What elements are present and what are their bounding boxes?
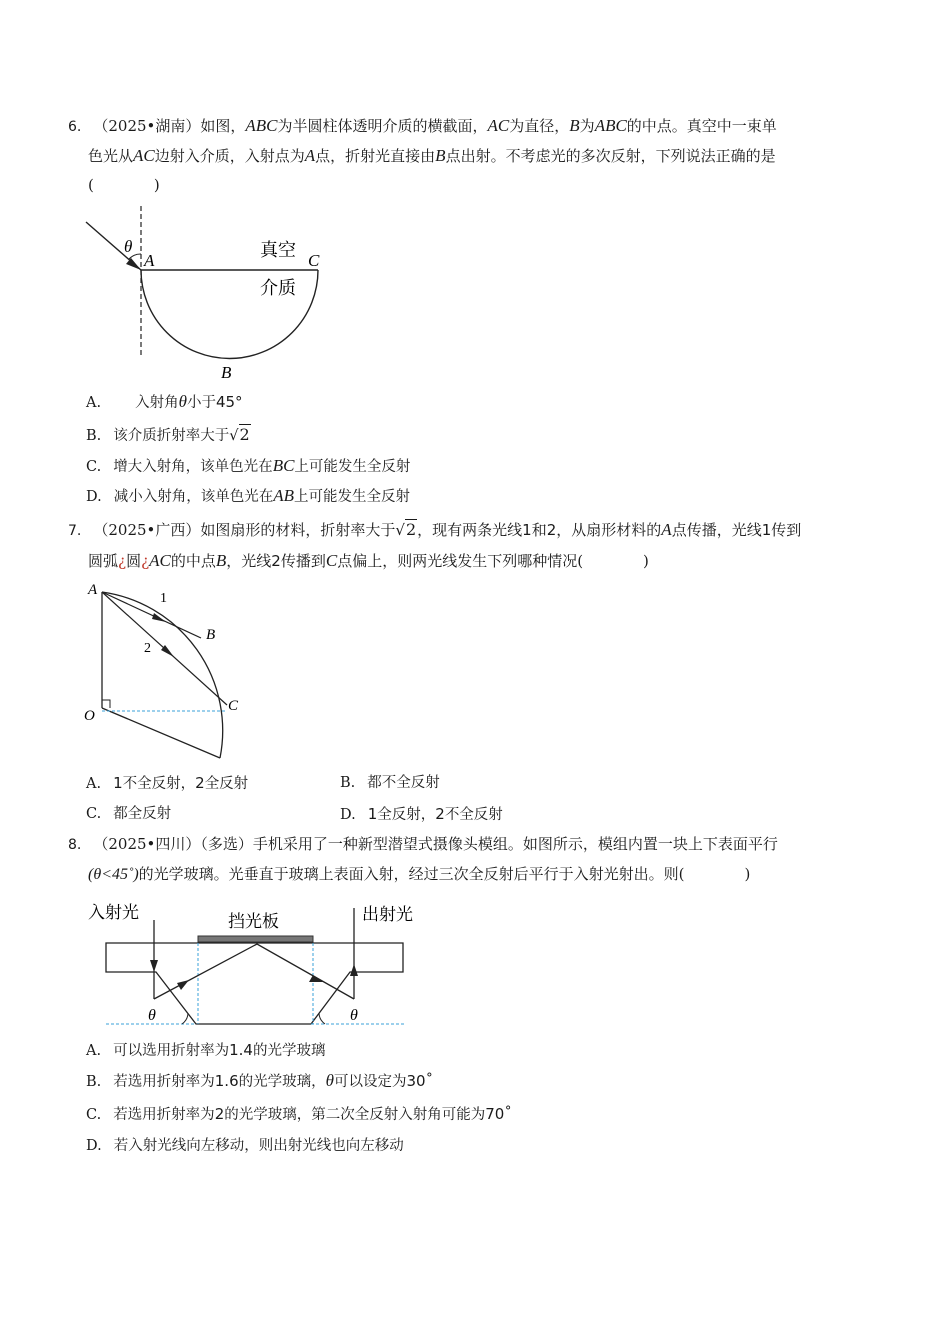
option-text: 全反射 — [204, 776, 249, 792]
q6-text: 点，折射光直接由 — [315, 147, 436, 165]
q7-var: C — [325, 551, 338, 570]
option-text: 减小入射角，该单色光在 — [113, 489, 274, 505]
option-text: 若选用折射率为 — [113, 1074, 215, 1090]
q7-text: 点传播，光线 — [671, 521, 762, 539]
q8-number: 8. — [68, 837, 82, 853]
q6-var: AC — [487, 116, 510, 135]
option-label: B. — [340, 775, 356, 791]
q6-option-d[interactable] — [86, 486, 410, 507]
option-text: 上可能发生全反射 — [294, 489, 410, 505]
q8-option-d[interactable] — [86, 1136, 404, 1156]
option-label: B. — [86, 428, 102, 444]
option-value: 2 — [214, 1105, 225, 1123]
option-text: 上可能发生全反射 — [294, 459, 411, 475]
q7-num: 1 — [761, 521, 772, 539]
theta-arc-left — [182, 1013, 188, 1024]
option-num: 1 — [367, 805, 378, 823]
q6-number: 6. — [68, 119, 82, 135]
q6-var: AC — [133, 146, 155, 165]
q7-source: （2025•广西） — [93, 521, 201, 539]
option-label: D. — [86, 489, 102, 505]
option-text: 都全反射 — [113, 806, 172, 822]
option-value: 1.6 — [214, 1072, 239, 1090]
q6-text: 为直径， — [509, 117, 570, 135]
q6-answer-paren: ( ) — [88, 176, 160, 194]
reflected-path-arrow-left — [177, 980, 189, 990]
option-var: BC — [272, 456, 295, 475]
theta-label-right: θ — [350, 1007, 358, 1024]
option-text: 不全反射， — [122, 776, 196, 792]
ray-2-label: 2 — [144, 641, 151, 656]
option-label: A. — [86, 395, 102, 411]
option-label: B. — [86, 1074, 102, 1090]
q6-text: 为半圆柱体透明介质的横截面， — [277, 117, 488, 135]
q7-text: ，光线 — [226, 552, 272, 570]
q7-var: AC — [149, 551, 171, 570]
q6-text: 点出射。不考虑光的多次反射，下列说法正确的是 — [445, 147, 776, 165]
q6-var: B — [569, 116, 580, 135]
point-c-label: C — [228, 698, 239, 714]
q8-condition: (θ<45˚) — [88, 866, 139, 883]
q7-num: 1 — [522, 521, 532, 539]
option-text: 可以选用折射率为 — [113, 1043, 230, 1059]
option-text: 都不全反射 — [367, 775, 440, 791]
option-value: 45° — [215, 393, 243, 411]
option-text: 若选用折射率为 — [113, 1107, 215, 1123]
option-text: 全反射， — [377, 807, 436, 823]
theta-label-left: θ — [148, 1007, 156, 1024]
q8-periscope-figure — [82, 896, 422, 1032]
sqrt-symbol: √2 — [395, 520, 417, 539]
point-a-label: A — [88, 582, 98, 598]
q7-text: 传播到 — [280, 552, 326, 570]
q7-glyph: ¿ — [141, 552, 150, 570]
option-value: 70˚ — [485, 1105, 512, 1123]
q7-text: ，从扇形材料的 — [556, 521, 662, 539]
option-text: 增大入射角，该单色光在 — [113, 459, 273, 475]
sqrt-value: 2 — [239, 425, 250, 444]
q8-line-1 — [68, 834, 778, 855]
incident-ray-arrow — [150, 960, 158, 972]
ray-1 — [102, 592, 201, 638]
ray-1-arrow — [152, 613, 166, 622]
option-var: θ — [178, 392, 187, 411]
option-var: AB — [273, 486, 294, 505]
sqrt-value: 2 — [405, 520, 417, 539]
ray-1-label: 1 — [160, 591, 167, 606]
q8-option-b[interactable] — [86, 1071, 433, 1092]
q7-num: 2 — [546, 521, 557, 539]
q6-var: ABC — [594, 116, 627, 135]
emergent-ray-arrow — [350, 964, 358, 976]
option-label: C. — [86, 1107, 102, 1123]
q8-source: （2025•四川） — [93, 835, 201, 853]
vacuum-label: 真空 — [260, 240, 296, 261]
theta-arc-right — [319, 1013, 325, 1024]
q7-text: 点偏上，则两光线发生下列哪种情况 — [337, 552, 578, 570]
q6-text: 边射入介质，入射点为 — [154, 147, 305, 165]
q8-text: 手机采用了一种新型潜望式摄像头模组。如图所示，模组内置一块上下表面平行 — [252, 835, 778, 853]
sqrt-symbol: √2 — [229, 425, 250, 444]
q6-text: 的中点。真空中一束单 — [626, 117, 777, 135]
q6-var: B — [435, 146, 446, 165]
q7-text: 圆弧 — [88, 552, 119, 570]
option-label: C. — [86, 806, 102, 822]
q6-var: A — [304, 146, 316, 165]
q6-text: 如图， — [200, 117, 246, 135]
option-text: 的光学玻璃， — [238, 1074, 326, 1090]
q7-option-d[interactable] — [340, 804, 503, 825]
q6-line-2 — [88, 146, 776, 166]
option-label: C. — [86, 459, 102, 475]
q6-option-c[interactable] — [86, 456, 410, 477]
option-label: D. — [86, 1138, 102, 1154]
reflected-path — [154, 944, 354, 999]
q6-source: （2025•湖南） — [93, 117, 201, 135]
q6-option-b[interactable] — [86, 425, 251, 446]
option-var: θ — [325, 1071, 334, 1090]
option-text: 的光学玻璃，第二次全反射入射角可能为 — [224, 1107, 486, 1123]
reflected-path-arrow-right — [309, 975, 324, 982]
theta-label: θ — [124, 237, 133, 256]
q7-option-c[interactable] — [86, 804, 171, 824]
q7-num: 2 — [271, 552, 281, 570]
option-num: 2 — [435, 805, 445, 823]
q7-line-1 — [68, 520, 801, 541]
q8-line-2 — [88, 864, 750, 885]
q6-semicircle-figure — [80, 200, 340, 385]
light-baffle — [198, 936, 313, 942]
point-c-label: C — [308, 251, 320, 270]
point-b-label: B — [221, 363, 232, 382]
option-text: 不全反射 — [444, 807, 503, 823]
q6-var: ABC — [245, 116, 278, 135]
point-b-label: B — [206, 627, 216, 643]
q7-answer-paren: ( ) — [577, 552, 649, 570]
option-label: A. — [86, 776, 102, 792]
q6-text: 色光从 — [88, 147, 134, 165]
option-value: 30˚ — [406, 1072, 434, 1090]
point-o-label: O — [84, 708, 95, 724]
right-angle-marker — [102, 700, 110, 708]
q7-text: 和 — [531, 521, 547, 539]
radius-lower — [102, 708, 220, 758]
q7-line-2 — [88, 551, 649, 571]
q7-text: ，现有两条光线 — [417, 521, 523, 539]
option-text: 可以设定为 — [333, 1074, 407, 1090]
q7-text: 圆 — [126, 552, 142, 570]
baffle-label: 挡光板 — [228, 912, 279, 932]
q7-text: 如图扇形的材料，折射率大于 — [200, 521, 396, 539]
incident-label: 入射光 — [88, 903, 139, 923]
point-a-label: A — [144, 251, 155, 270]
option-value: 1.4 — [229, 1041, 253, 1059]
q7-number: 7. — [68, 523, 82, 539]
option-text: 入射角 — [135, 395, 179, 411]
q6-line-1 — [68, 116, 777, 137]
option-text: 若入射光线向左移动，则出射光线也向左移动 — [113, 1138, 404, 1154]
q7-var: A — [661, 520, 672, 539]
medium-label: 介质 — [260, 278, 296, 299]
option-num: 2 — [195, 774, 205, 792]
option-label: A. — [86, 1043, 102, 1059]
emergent-label: 出射光 — [362, 905, 413, 925]
q6-text: 为 — [579, 117, 595, 135]
q7-text: 的中点 — [170, 552, 216, 570]
q7-var: B — [215, 551, 227, 570]
q8-option-a[interactable] — [86, 1040, 325, 1061]
q6-option-a[interactable] — [86, 392, 243, 413]
q7-text: 传到 — [771, 521, 802, 539]
q8-text: 的光学玻璃。光垂直于玻璃上表面入射，经过三次全反射后平行于入射光射出。则 — [138, 865, 679, 883]
q7-sector-figure — [80, 578, 260, 768]
q7-option-b[interactable] — [340, 773, 440, 793]
option-label: D. — [340, 807, 356, 823]
q7-option-a[interactable] — [86, 773, 248, 794]
option-text: 该介质折射率大于 — [113, 428, 230, 444]
q8-answer-paren: ( ) — [678, 865, 751, 883]
q8-multi-tag: （多选） — [200, 835, 253, 853]
option-num: 1 — [113, 774, 123, 792]
q7-glyph: ¿ — [118, 552, 127, 570]
option-text: 的光学玻璃 — [252, 1043, 326, 1059]
q8-option-c[interactable] — [86, 1104, 512, 1125]
option-text: 小于 — [186, 395, 216, 411]
